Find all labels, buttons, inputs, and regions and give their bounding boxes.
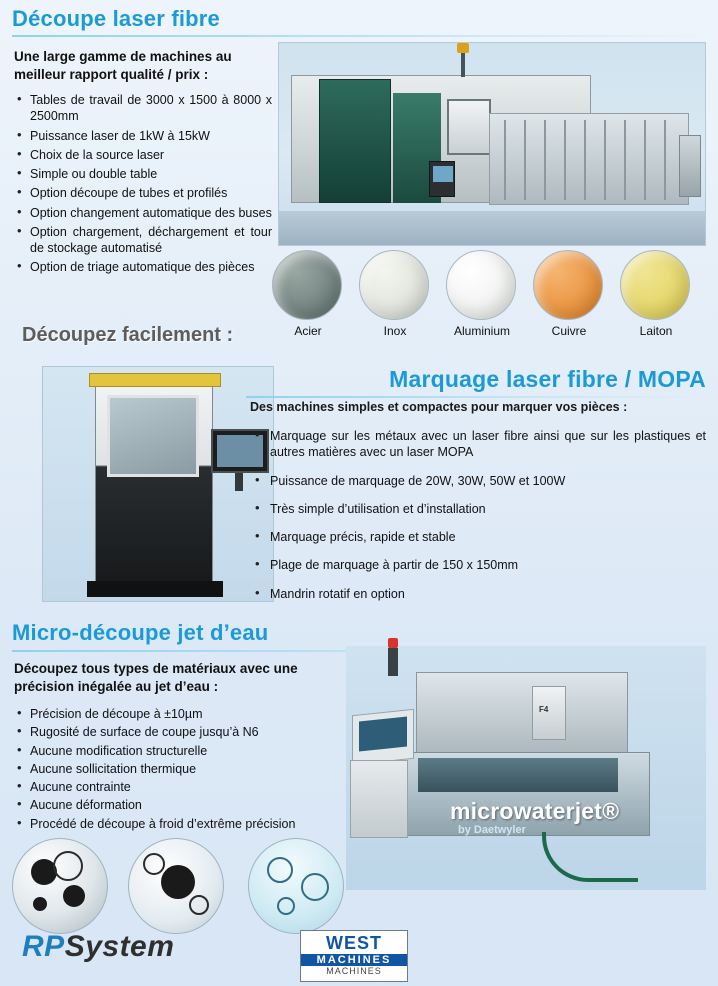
list-item: • Aucune contrainte [14, 779, 356, 795]
machine-end-cap [679, 135, 701, 197]
machine-floor [279, 211, 705, 245]
waterjet-logo-reg: ® [602, 798, 620, 824]
swatch-label: Acier [294, 324, 322, 338]
list-item: • Rugosité de surface de coupe jusqu’à N6 [14, 724, 356, 740]
swatch-disc [620, 250, 690, 320]
material-swatch-laiton [620, 250, 692, 338]
list-item: • Tables de travail de 3000 x 1500 à 8000 x 2500mm [14, 92, 272, 125]
section-3-intro: Découpez tous types de matériaux avec une précision inégalée au jet d’eau : [14, 661, 298, 695]
waterjet-hmi-screen [352, 709, 414, 766]
material-swatch-cuivre [533, 250, 605, 338]
section-1-divider [12, 35, 706, 37]
swatch-label: Cuivre [551, 324, 587, 338]
material-swatch-aluminium [446, 250, 518, 338]
list-item: • Mandrin rotatif en option [250, 586, 706, 602]
marker-monitor-stand [235, 473, 243, 491]
swatch-label: Laiton [639, 324, 673, 338]
sample-parts-group [8, 838, 348, 934]
sample-disc-2 [128, 838, 224, 934]
waterjet-cutting-head [532, 686, 566, 740]
west-logo-line2: MACHINES [301, 954, 407, 966]
material-swatch-group [272, 250, 706, 350]
list-item: • Option découpe de tubes et profilés [14, 185, 272, 201]
section-2-intro: Des machines simples et compactes pour marquer vos pièces : [250, 400, 628, 414]
list-item: • Marquage précis, rapide et stable [250, 529, 706, 545]
list-item: • Précision de découpe à ±10µm [14, 706, 356, 722]
section-2-bullet-list [250, 428, 706, 614]
waterjet-logo-text: microwaterjet [450, 798, 603, 824]
waterjet-tank-basin [418, 758, 618, 792]
west-logo-line3: MACHINES [326, 966, 382, 976]
cutting-head-label: F4 [539, 705, 549, 714]
swatch-label: Aluminium [453, 324, 510, 338]
list-item: • Option changement automatique des buses [14, 205, 272, 221]
list-item: • Puissance laser de 1kW à 15kW [14, 128, 272, 144]
sample-disc-3 [248, 838, 344, 934]
swatch-disc [359, 250, 429, 320]
list-item: • Aucune modification structurelle [14, 743, 356, 759]
marker-top-cover [89, 373, 221, 387]
list-item: • Puissance de marquage de 20W, 30W, 50W et 100W [250, 473, 706, 489]
section-2-divider [246, 396, 706, 398]
waterjet-logo-sub: by Daetwyler [458, 824, 526, 836]
waterjet-logo [450, 798, 619, 825]
section-3-title: Micro-découpe jet d’eau [12, 620, 269, 645]
west-logo-line1: WEST [326, 933, 382, 953]
list-item: • Simple ou double table [14, 166, 272, 182]
material-swatch-inox [359, 250, 431, 338]
section-1-intro: Une large gamme de machines au meilleur rapport qualité / prix : [14, 49, 232, 83]
easy-cutting-title: Découpez facilement : [22, 324, 234, 346]
machine-green-panel [319, 79, 391, 203]
laser-marking-machine-photo [42, 366, 274, 602]
marker-window [107, 395, 199, 477]
waterjet-machine-photo [346, 646, 706, 890]
signal-lamp-icon [388, 648, 398, 676]
list-item: • Procédé de découpe à froid d’extrême précision [14, 816, 356, 832]
waterjet-hose [542, 832, 638, 882]
machine-window [447, 99, 491, 155]
list-item: • Aucune déformation [14, 797, 356, 813]
machine-control-panel [429, 161, 455, 197]
swatch-label: Inox [383, 324, 407, 338]
company-logo [22, 930, 174, 964]
list-item: • Option chargement, déchargement et tour de stockage automatisé [14, 224, 272, 257]
marker-base [87, 581, 223, 597]
section-3-bullet-list [14, 706, 356, 834]
west-machines-logo [300, 930, 408, 982]
swatch-disc [272, 250, 342, 320]
section-1-title: Découpe laser fibre [12, 6, 220, 31]
list-item: • Choix de la source laser [14, 147, 272, 163]
list-item: • Très simple d’utilisation et d’installation [250, 501, 706, 517]
list-item: • Aucune sollicitation thermique [14, 761, 356, 777]
waterjet-side-cabinet [350, 760, 408, 838]
section-2-title: Marquage laser fibre / MOPA [389, 366, 706, 392]
list-item: • Marquage sur les métaux avec un laser fibre ainsi que sur les plastiques et autres matières avec un laser MOPA [250, 428, 706, 461]
company-logo-prefix: RP [22, 930, 65, 963]
sample-disc-1 [12, 838, 108, 934]
machine-table-rail [489, 113, 689, 205]
swatch-disc [533, 250, 603, 320]
material-swatch-acier [272, 250, 344, 338]
waterjet-gantry [416, 672, 628, 758]
company-logo-suffix: System [64, 930, 175, 963]
swatch-disc [446, 250, 516, 320]
list-item: • Option de triage automatique des pièces [14, 259, 272, 275]
laser-cutting-machine-photo [278, 42, 706, 246]
list-item: • Plage de marquage à partir de 150 x 150mm [250, 557, 706, 573]
machine-signal-tower-icon [461, 51, 465, 77]
section-1-bullet-list [14, 92, 272, 279]
